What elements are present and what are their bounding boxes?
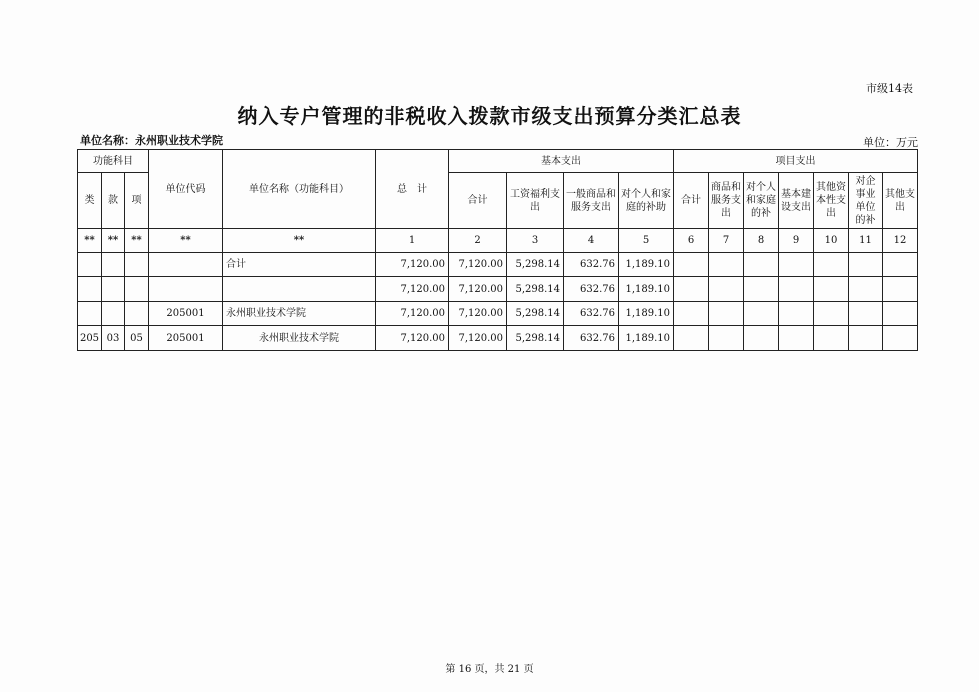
goods-cell: 632.76 xyxy=(564,277,619,302)
kuan-cell xyxy=(102,253,125,277)
page-footer: 第 16 页，共 21 页 xyxy=(445,664,534,675)
goods-cell: 632.76 xyxy=(564,302,619,326)
index-cell: ** xyxy=(223,229,376,253)
code-cell: 205001 xyxy=(149,326,223,351)
empty-cell xyxy=(674,302,709,326)
personal-cell: 1,189.10 xyxy=(619,253,674,277)
empty-cell xyxy=(744,326,779,351)
index-cell: ** xyxy=(149,229,223,253)
basic-sum-cell: 7,120.00 xyxy=(449,253,507,277)
goods-cell: 632.76 xyxy=(564,253,619,277)
index-cell: 8 xyxy=(744,229,779,253)
name-cell: 永州职业技术学院 xyxy=(223,326,376,351)
header-row-1 xyxy=(78,150,918,173)
table-row xyxy=(78,277,918,302)
empty-cell xyxy=(779,302,814,326)
empty-cell xyxy=(779,253,814,277)
empty-cell xyxy=(709,326,744,351)
empty-cell xyxy=(744,277,779,302)
unit-measure: 单位：万元 xyxy=(863,136,918,149)
empty-cell xyxy=(709,253,744,277)
project-personal-header: 对个人和家庭的补 xyxy=(744,173,779,229)
empty-cell xyxy=(779,326,814,351)
empty-cell xyxy=(814,253,849,277)
empty-cell xyxy=(744,253,779,277)
name-cell xyxy=(223,277,376,302)
total-cell: 7,120.00 xyxy=(376,302,449,326)
other-capital-header: 其他资本性支出 xyxy=(814,173,849,229)
code-cell: 205001 xyxy=(149,302,223,326)
kuan-cell xyxy=(102,277,125,302)
page-title: 纳入专户管理的非税收入拨款市级支出预算分类汇总表 xyxy=(237,104,742,128)
unit-code-header: 单位代码 xyxy=(149,150,223,229)
index-cell: 9 xyxy=(779,229,814,253)
goods-cell: 632.76 xyxy=(564,326,619,351)
empty-cell xyxy=(814,302,849,326)
wage-cell: 5,298.14 xyxy=(507,277,564,302)
empty-cell xyxy=(849,326,883,351)
project-sum-header: 合计 xyxy=(674,173,709,229)
project-goods-header: 商品和服务支出 xyxy=(709,173,744,229)
index-cell: 1 xyxy=(376,229,449,253)
lei-cell xyxy=(78,277,102,302)
other-expense-header: 其他支出 xyxy=(883,173,918,229)
basic-sum-header: 合计 xyxy=(449,173,507,229)
empty-cell xyxy=(709,302,744,326)
wage-cell: 5,298.14 xyxy=(507,253,564,277)
empty-cell xyxy=(814,277,849,302)
enterprise-subsidy-header: 对企事业单位的补 xyxy=(849,173,883,229)
lei-cell xyxy=(78,302,102,326)
empty-cell xyxy=(883,326,918,351)
empty-cell xyxy=(849,253,883,277)
empty-cell xyxy=(674,277,709,302)
index-row xyxy=(78,229,918,253)
empty-cell xyxy=(849,277,883,302)
personal-cell: 1,189.10 xyxy=(619,302,674,326)
personal-cell: 1,189.10 xyxy=(619,277,674,302)
total-cell: 7,120.00 xyxy=(376,277,449,302)
index-cell: 11 xyxy=(849,229,883,253)
kuan-header: 款 xyxy=(102,173,125,229)
lei-cell: 205 xyxy=(78,326,102,351)
total-cell: 7,120.00 xyxy=(376,253,449,277)
goods-services-header: 一般商品和服务支出 xyxy=(564,173,619,229)
xiang-cell xyxy=(125,302,149,326)
index-cell: ** xyxy=(125,229,149,253)
personal-cell: 1,189.10 xyxy=(619,326,674,351)
unit-name-header: 单位名称（功能科目） xyxy=(223,150,376,229)
xiang-header: 项 xyxy=(125,173,149,229)
index-cell: ** xyxy=(102,229,125,253)
empty-cell xyxy=(849,302,883,326)
xiang-cell: 05 xyxy=(125,326,149,351)
table-row xyxy=(78,302,918,326)
xiang-cell xyxy=(125,253,149,277)
name-cell: 永州职业技术学院 xyxy=(223,302,376,326)
empty-cell xyxy=(744,302,779,326)
table-row xyxy=(78,326,918,351)
empty-cell xyxy=(883,277,918,302)
empty-cell xyxy=(779,277,814,302)
xiang-cell xyxy=(125,277,149,302)
index-cell: 5 xyxy=(619,229,674,253)
empty-cell xyxy=(883,302,918,326)
unit-name: 单位名称：永州职业技术学院 xyxy=(80,134,223,147)
total-cell: 7,120.00 xyxy=(376,326,449,351)
basic-sum-cell: 7,120.00 xyxy=(449,277,507,302)
index-cell: 6 xyxy=(674,229,709,253)
empty-cell xyxy=(883,253,918,277)
empty-cell xyxy=(674,253,709,277)
func-subject-header: 功能科目 xyxy=(78,150,149,173)
total-header: 总 计 xyxy=(376,150,449,229)
wage-cell: 5,298.14 xyxy=(507,302,564,326)
index-cell: 10 xyxy=(814,229,849,253)
code-cell xyxy=(149,277,223,302)
name-cell: 合计 xyxy=(223,253,376,277)
index-cell: 3 xyxy=(507,229,564,253)
personal-subsidy-header: 对个人和家庭的补助 xyxy=(619,173,674,229)
index-cell: 2 xyxy=(449,229,507,253)
index-cell: 7 xyxy=(709,229,744,253)
lei-header: 类 xyxy=(78,173,102,229)
capital-construction-header: 基本建设支出 xyxy=(779,173,814,229)
basic-expense-header: 基本支出 xyxy=(449,150,674,173)
wage-cell: 5,298.14 xyxy=(507,326,564,351)
project-expense-header: 项目支出 xyxy=(674,150,918,173)
empty-cell xyxy=(709,277,744,302)
form-number: 市级14表 xyxy=(866,82,913,95)
index-cell: ** xyxy=(78,229,102,253)
empty-cell xyxy=(814,326,849,351)
basic-sum-cell: 7,120.00 xyxy=(449,302,507,326)
code-cell xyxy=(149,253,223,277)
table-row xyxy=(78,253,918,277)
budget-table xyxy=(77,149,918,351)
empty-cell xyxy=(674,326,709,351)
kuan-cell: 03 xyxy=(102,326,125,351)
index-cell: 4 xyxy=(564,229,619,253)
index-cell: 12 xyxy=(883,229,918,253)
basic-sum-cell: 7,120.00 xyxy=(449,326,507,351)
lei-cell xyxy=(78,253,102,277)
kuan-cell xyxy=(102,302,125,326)
wage-header: 工资福利支出 xyxy=(507,173,564,229)
